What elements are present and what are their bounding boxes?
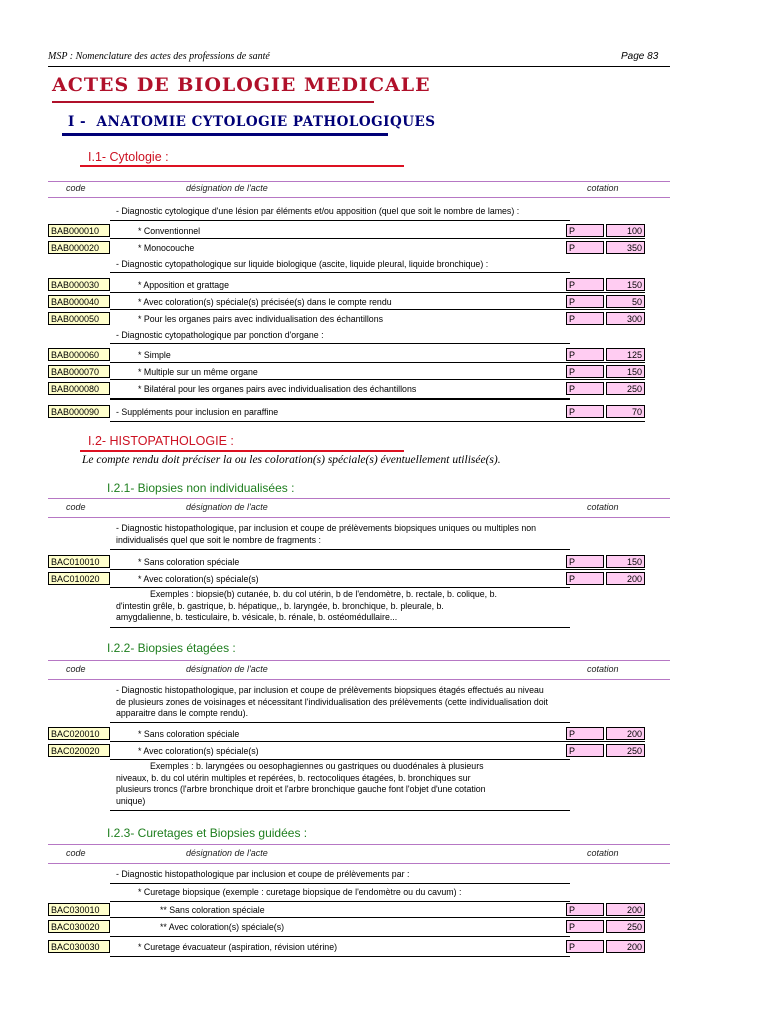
examples-paragraph [116,589,497,624]
cotation-value: 200 [606,940,645,953]
column-header-designation: désignation de l'acte [186,183,268,193]
act-code: BAB000030 [48,278,110,291]
row-divider [110,741,645,742]
act-label: * Bilatéral pour les organes pairs avec individualisation des échantillons [138,384,417,394]
act-group-intro: - Diagnostic cytopathologique par ponction d'organe : [116,330,324,340]
act-label: - Suppléments pour inclusion en paraffine [116,407,279,417]
row-divider [110,883,570,884]
act-code: BAB000060 [48,348,110,361]
subsection-title-curetages: I.2.3- Curetages et Biopsies guidées : [107,826,308,840]
intro-line: - Diagnostic histopathologique, par inclusion et coupe de prélèvements biopsiques uniques ou multiples non [116,523,537,533]
act-code: BAC030010 [48,903,110,916]
cotation-letter: P [566,572,604,585]
examples-line: unique) [116,795,146,806]
subsection-underline [80,450,404,452]
row-divider [110,810,570,811]
act-group-intro: - Diagnostic histopathologique par inclusion et coupe de prélèvements par : [116,869,410,879]
act-label: * Conventionnel [138,226,201,236]
page-title: ACTES DE BIOLOGIE MEDICALE [52,74,431,96]
row-divider [110,917,645,918]
cotation-value: 70 [606,405,645,418]
document-source: MSP : Nomenclature des actes des professions de santé [48,51,270,62]
cotation-value: 200 [606,903,645,916]
subsection-title-cytologie: I.1- Cytologie : [88,150,169,164]
act-code: BAB000090 [48,405,110,418]
row-divider [110,379,645,380]
act-group-intro [116,685,548,720]
subsection-underline [80,165,404,167]
section-underline [62,133,388,136]
cotation-value: 250 [606,920,645,933]
act-code: BAB000070 [48,365,110,378]
column-header-rule [48,679,670,680]
act-code: BAC030020 [48,920,110,933]
intro-line: apparaitre dans le compte rendu). [116,708,249,718]
act-label: ** Avec coloration(s) spéciale(s) [160,922,285,932]
row-divider [110,627,570,628]
cotation-letter: P [566,312,604,325]
act-code: BAB000040 [48,295,110,308]
subsection-title-histopathologie: I.2- HISTOPATHOLOGIE : [88,434,234,448]
act-label: * Curetage évacuateur (aspiration, révision utérine) [138,942,338,952]
cotation-letter: P [566,295,604,308]
intro-line: de plusieurs zones de voisinages et nécessitant l'individualisation des prélèvements (cette individualisation doit [116,696,549,707]
act-label: * Sans coloration spéciale [138,729,240,739]
row-divider [110,309,645,310]
act-label: * Sans coloration spéciale [138,557,240,567]
row-divider [110,421,645,422]
row-divider [110,398,570,400]
act-subgroup-intro: * Curetage biopsique (exemple : curetage biopsique de l'endomètre ou du cavum) : [138,887,462,897]
cotation-letter: P [566,224,604,237]
row-divider [110,759,570,760]
act-code: BAC020020 [48,744,110,757]
row-divider [110,722,570,723]
act-code: BAB000010 [48,224,110,237]
act-label: * Apposition et grattage [138,280,229,290]
act-code: BAC030030 [48,940,110,953]
cotation-letter: P [566,903,604,916]
row-divider [110,343,570,344]
row-divider [110,220,570,221]
cotation-value: 50 [606,295,645,308]
column-header-designation: désignation de l'acte [186,848,268,858]
cotation-letter: P [566,382,604,395]
act-label: * Avec coloration(s) spéciale(s) [138,574,259,584]
act-code: BAC010020 [48,572,110,585]
cotation-value: 100 [606,224,645,237]
row-divider [110,956,570,957]
cotation-letter: P [566,920,604,933]
intro-line: individualisés quel que soit le nombre de fragments : [116,534,321,545]
row-divider [110,569,645,570]
column-header-designation: désignation de l'acte [186,664,268,674]
act-label: * Avec coloration(s) spéciale(s) [138,746,259,756]
cotation-letter: P [566,278,604,291]
act-label: * Multiple sur un même organe [138,367,258,377]
cotation-letter: P [566,365,604,378]
cotation-letter: P [566,348,604,361]
section-number: I - [68,114,87,130]
examples-line: niveaux, b. du col utérin multiples et repérées, b. rectocoliques étagées, b. bronchiques sur [116,772,471,783]
column-header-rule [48,181,670,182]
histopathologie-note: Le compte rendu doit préciser la ou les coloration(s) spéciale(s) éventuellement utilisée(s). [82,454,501,466]
header-divider [48,66,670,67]
cotation-letter: P [566,555,604,568]
subsection-title-biopsies-non-individualisees: I.2.1- Biopsies non individualisées : [107,481,295,495]
row-divider [110,362,645,363]
cotation-value: 150 [606,365,645,378]
column-header-code: code [66,502,86,512]
cotation-value: 250 [606,744,645,757]
examples-line: Exemples : biopsie(b) cutanée, b. du col utérin, b de l'endomètre, b. rectale, b. colique, b. [150,589,497,599]
row-divider [110,936,570,937]
page-number: Page 83 [621,51,659,62]
examples-paragraph [116,761,486,807]
intro-line: - Diagnostic histopathologique, par inclusion et coupe de prélèvements biopsiques étagés effectués au niveau [116,685,544,695]
cotation-letter: P [566,940,604,953]
examples-line: amygdalienne, b. testiculaire, b. vésicale, b. rénale, b. ostéomédullaire... [116,612,398,622]
column-header-rule [48,844,670,845]
cotation-value: 150 [606,555,645,568]
act-label: * Simple [138,350,171,360]
cotation-value: 200 [606,727,645,740]
cotation-value: 300 [606,312,645,325]
act-label: * Monocouche [138,243,195,253]
column-header-code: code [66,664,86,674]
cotation-value: 250 [606,382,645,395]
act-group-intro: - Diagnostic cytopathologique sur liquide biologique (ascite, liquide pleural, liquide bronchique) : [116,259,489,269]
section-title [68,114,436,130]
examples-line: d'intestin grêle, b. gastrique, b. hépatique,, b. laryngée, b. bronchique, b. pleurale, b. [116,600,444,611]
examples-line: Exemples : b. laryngées ou oesophagiennes ou gastriques ou duodénales à plusieurs [150,761,484,771]
column-header-rule [48,498,670,499]
cotation-value: 150 [606,278,645,291]
cotation-letter: P [566,727,604,740]
row-divider [110,238,645,239]
column-header-cotation: cotation [587,664,619,674]
cotation-letter: P [566,744,604,757]
act-code: BAC020010 [48,727,110,740]
column-header-cotation: cotation [587,183,619,193]
act-group-intro [116,523,536,546]
cotation-value: 125 [606,348,645,361]
column-header-cotation: cotation [587,502,619,512]
act-label: * Pour les organes pairs avec individualisation des échantillons [138,314,383,324]
title-underline [52,101,374,103]
column-header-rule [48,863,670,864]
subsection-title-biopsies-etagees: I.2.2- Biopsies étagées : [107,641,236,655]
cotation-value: 200 [606,572,645,585]
row-divider [110,901,570,902]
column-header-code: code [66,848,86,858]
column-header-rule [48,660,670,661]
act-code: BAB000050 [48,312,110,325]
row-divider [110,292,645,293]
row-divider [110,549,570,550]
act-code: BAC010010 [48,555,110,568]
cotation-letter: P [566,241,604,254]
examples-line: plusieurs troncs (l'arbre bronchique droit et l'arbre bronchique gauche font l'objet d'une cotation [116,784,486,794]
column-header-designation: désignation de l'acte [186,502,268,512]
column-header-rule [48,517,670,518]
column-header-rule [48,197,670,198]
act-group-intro: - Diagnostic cytologique d'une lésion par éléments et/ou apposition (quel que soit le nombre de lames) : [116,206,520,216]
cotation-value: 350 [606,241,645,254]
cotation-letter: P [566,405,604,418]
column-header-cotation: cotation [587,848,619,858]
section-name: ANATOMIE CYTOLOGIE PATHOLOGIQUES [96,114,436,130]
act-code: BAB000020 [48,241,110,254]
row-divider [110,272,570,273]
act-code: BAB000080 [48,382,110,395]
row-divider [110,587,570,588]
act-label: ** Sans coloration spéciale [160,905,265,915]
column-header-code: code [66,183,86,193]
act-label: * Avec coloration(s) spéciale(s) précisée(s) dans le compte rendu [138,297,392,307]
